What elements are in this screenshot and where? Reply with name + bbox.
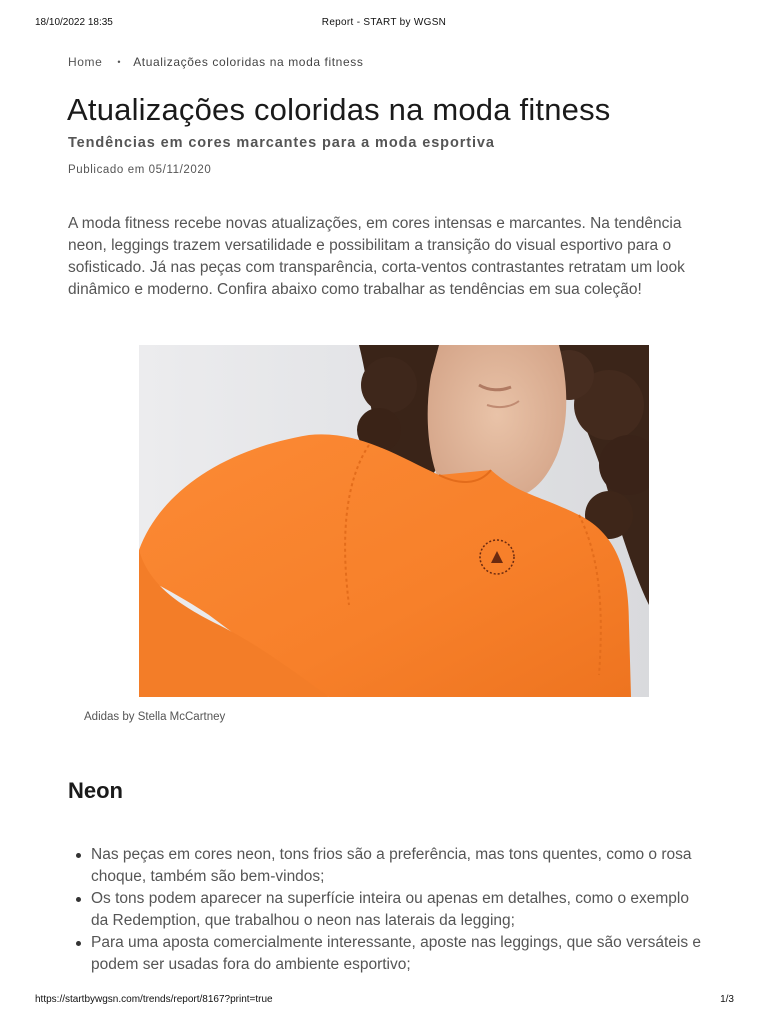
- page-title: Atualizações coloridas na moda fitness: [67, 92, 611, 127]
- list-item: Para uma aposta comercialmente interessante, aposte nas leggings, que são versáteis e podem ser usadas fora do ambiente esportivo;: [68, 932, 708, 976]
- print-url: https://startbywgsn.com/trends/report/8167?print=true: [35, 994, 273, 1005]
- hero-image: [139, 345, 649, 697]
- breadcrumb: [68, 55, 363, 69]
- print-header: [0, 17, 768, 31]
- page-subtitle: Tendências em cores marcantes para a moda esportiva: [68, 135, 495, 151]
- breadcrumb-separator: •: [117, 57, 122, 67]
- list-item: Os tons podem aparecer na superfície inteira ou apenas em detalhes, como o exemplo da Redemption, que trabalhou o neon nas laterais da legging;: [68, 888, 708, 932]
- image-caption: Adidas by Stella McCartney: [84, 711, 226, 723]
- breadcrumb-current: Atualizações coloridas na moda fitness: [133, 55, 364, 69]
- published-date: Publicado em 05/11/2020: [68, 164, 212, 176]
- breadcrumb-home-link[interactable]: Home: [68, 55, 103, 69]
- print-footer: [0, 994, 768, 1008]
- intro-paragraph: A moda fitness recebe novas atualizações, em cores intensas e marcantes. Na tendência neon, leggings trazem versatilidade e possibilitam a transição do visual esportivo para o sofisticado. Já nas peças com transparência, corta-ventos contrastantes retratam um look dinâmico e moderno. Confira abaixo como trabalhar as tendências em sua coleção!: [68, 215, 685, 298]
- section-title-neon: Neon: [68, 778, 123, 803]
- print-datetime: 18/10/2022 18:35: [35, 17, 113, 28]
- print-page-title: Report - START by WGSN: [321, 17, 447, 28]
- page-number: 1/3: [720, 994, 734, 1005]
- list-item: Nas peças em cores neon, tons frios são a preferência, mas tons quentes, como o rosa choque, também são bem-vindos;: [68, 844, 708, 888]
- neon-bullet-list: [68, 844, 708, 976]
